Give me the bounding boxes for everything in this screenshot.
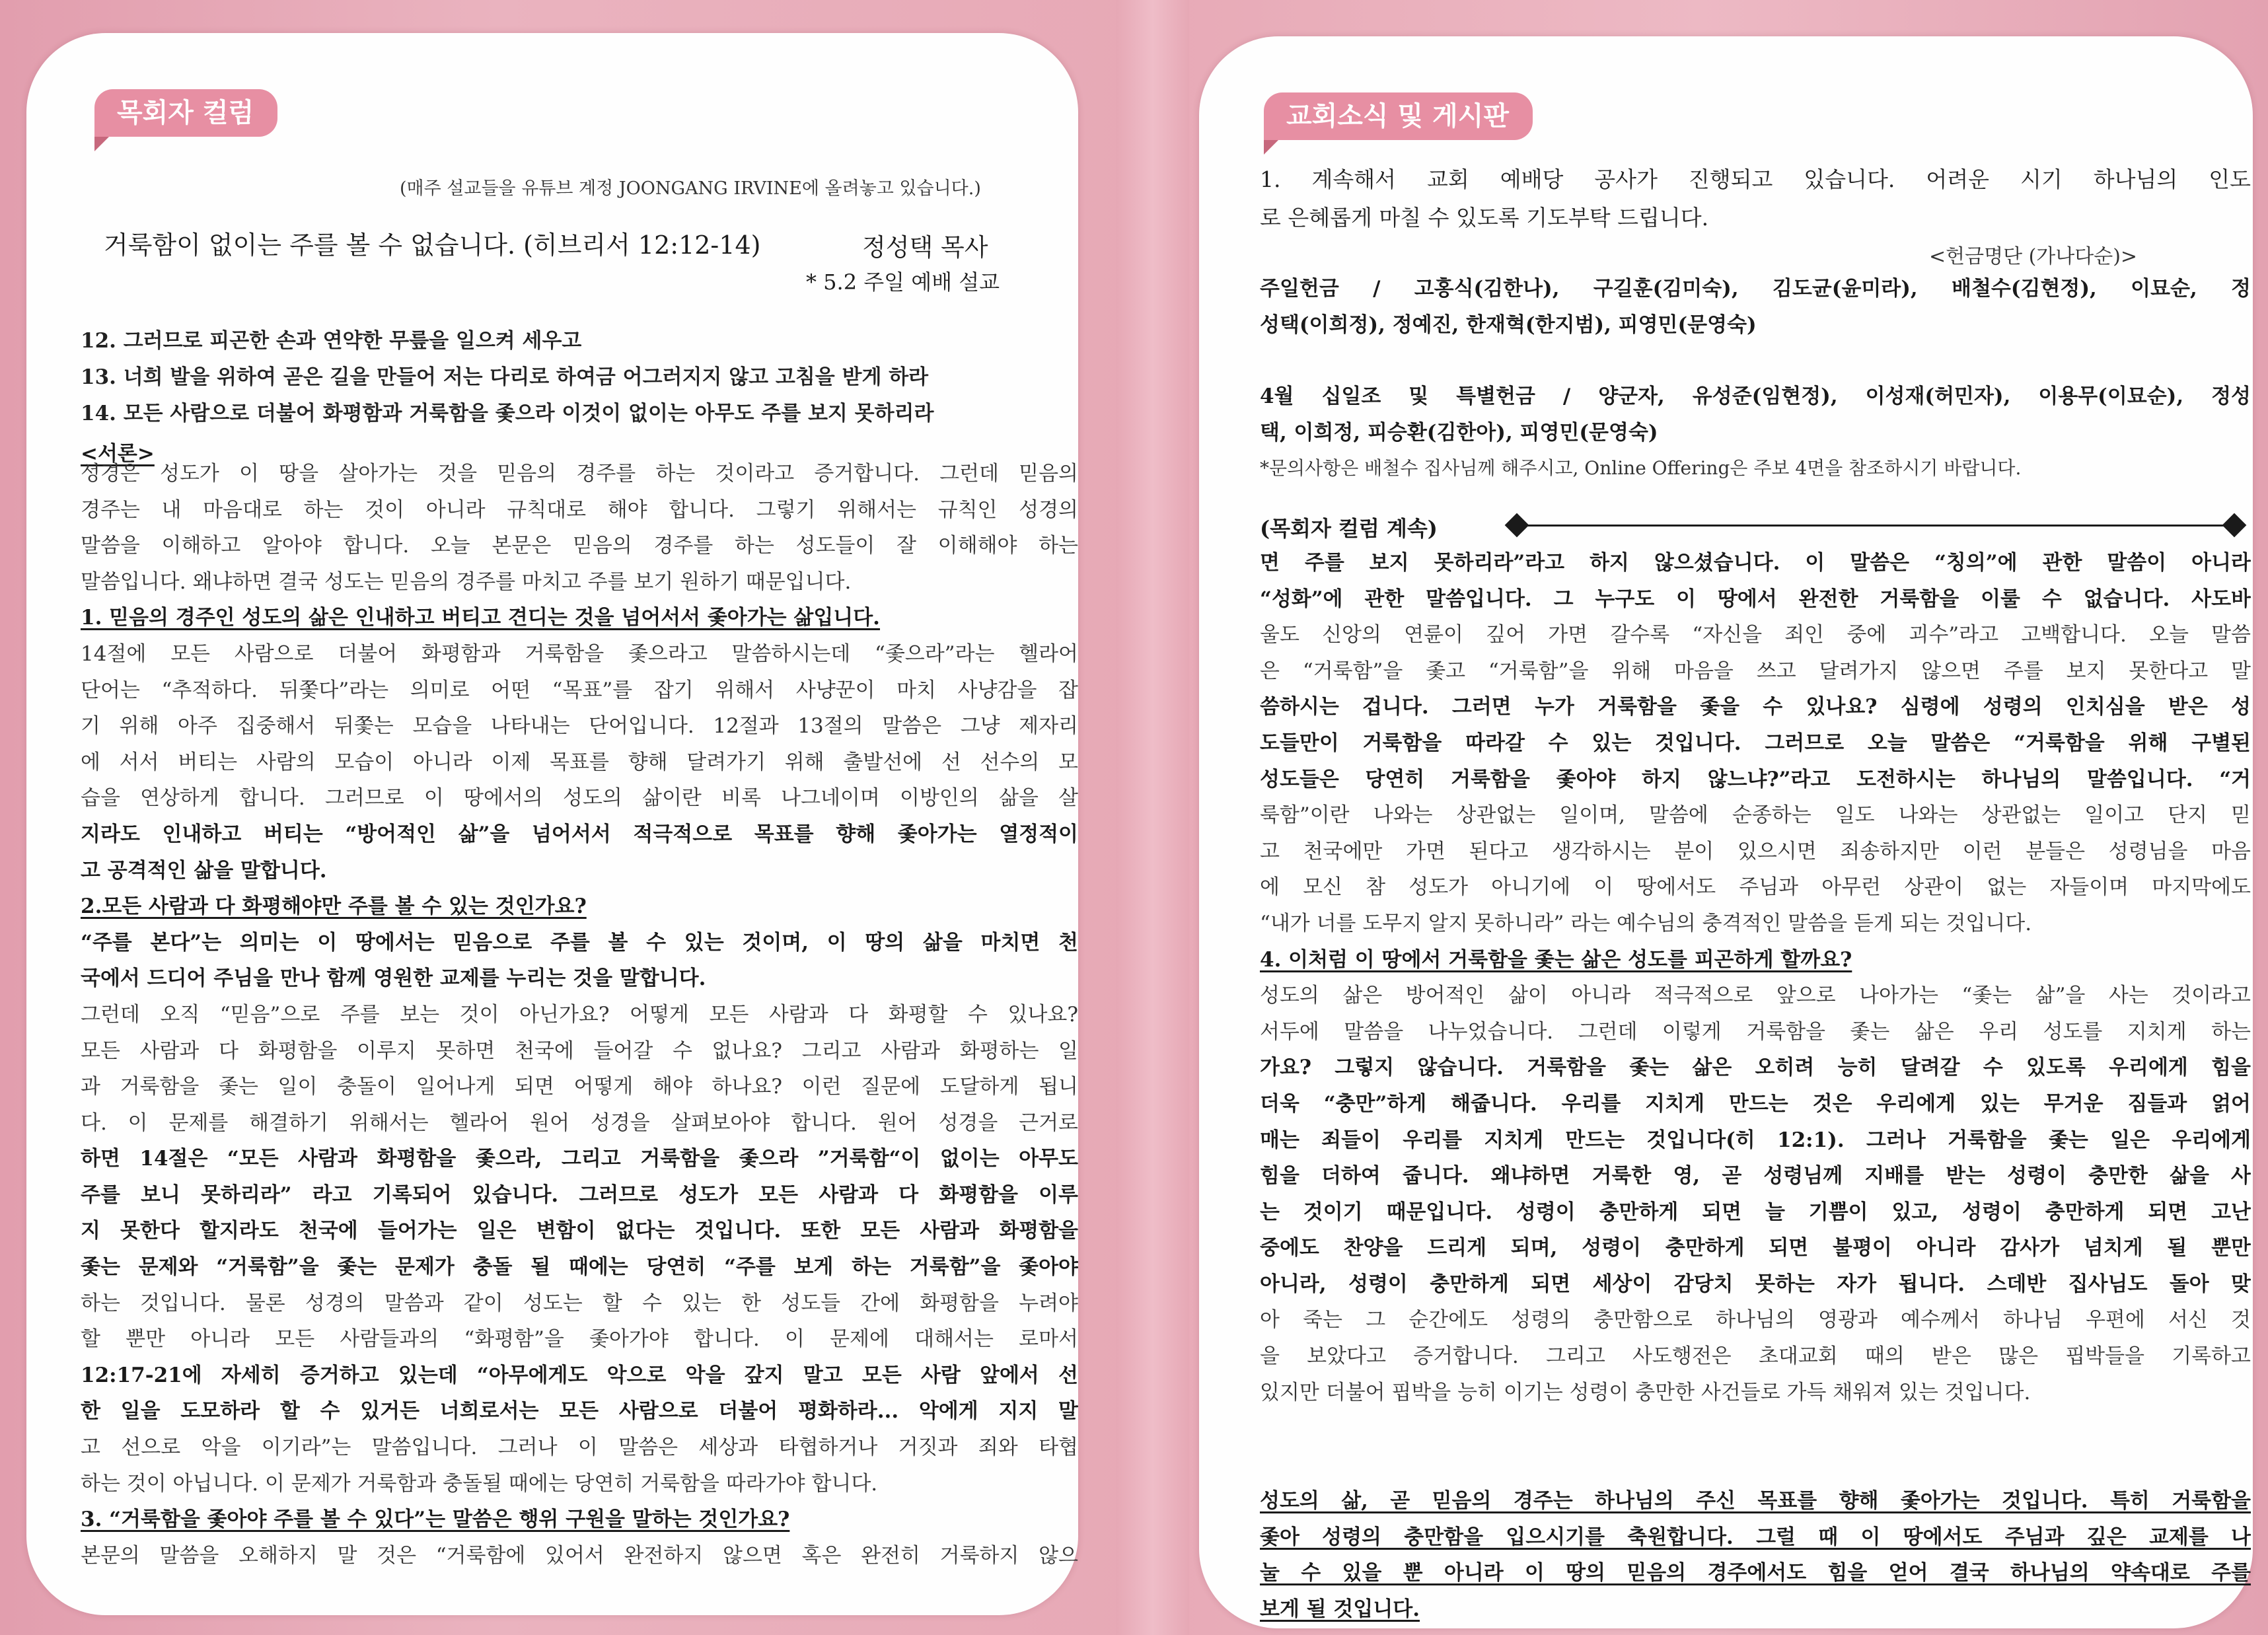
section-heading-3: 3. “거룩함을 좇아야 주를 볼 수 있다”는 말씀은 행위 구원을 말하는 것인가요? — [81, 1508, 790, 1532]
offering-list-label: <헌금명단 (가나다순)> — [1929, 245, 2138, 268]
body-line: 말씀입니다. 왜냐하면 결국 성도는 믿음의 경주를 마치고 주를 보기 원하기 때문입니다. — [81, 569, 852, 594]
section-heading-2: 2.모든 사람과 다 화평해야만 주를 볼 수 있는 것인가요? — [81, 894, 587, 919]
body-line-bold: “성화”에 관한 말씀입니다. 그 누구도 이 땅에서 완전한 거룩함을 이룰 수 없습니다. 사도바 — [1260, 587, 2251, 611]
body-line: 단어는 “추적하다. 뒤쫓다”라는 의미로 어떤 “목표”를 잡기 위해서 사냥꾼이 마치 사냥감을 잡 — [81, 678, 1078, 702]
offering-line: 택, 이희정, 피승환(김한아), 피영민(문영숙) — [1260, 420, 1658, 445]
body-line: 은 “거룩함”을 좇고 “거룩함”을 위해 마음을 쓰고 달려가지 않으면 주를 보지 못한다고 말 — [1260, 659, 2251, 683]
pastor-column-tab: 목회자 컬럼 — [94, 89, 277, 137]
body-line-bold: 면 주를 보지 못하리라”라고 하지 않으셨습니다. 이 말씀은 “칭의”에 관한 말씀이 아니라 — [1260, 551, 2251, 575]
divider-rule — [1514, 525, 2238, 527]
page-fold — [1116, 0, 1189, 1635]
body-line-bold: 지 못한다 할지라도 천국에 들어가는 일은 변함이 없다는 것입니다. 또한 모든 사람과 화평함을 — [81, 1219, 1078, 1243]
news-line: 로 은혜롭게 마칠 수 있도록 기도부탁 드립니다. — [1260, 205, 1709, 231]
body-line: 에 모신 참 성도가 아니기에 이 땅에서도 주님과 아무런 상관이 없는 자들이며 마지막에도 — [1260, 875, 2251, 900]
body-line: 기 위해 아주 집중해서 뒤쫓는 모습을 나타내는 단어입니다. 12절과 13절의 말씀은 그냥 제자리 — [81, 714, 1078, 739]
body-line: 과 거룩함을 좇는 일이 충돌이 일어나게 되면 어떻게 해야 하나요? 이런 질문에 도달하게 됩니 — [81, 1075, 1078, 1099]
intro-heading-text: <서론> — [81, 442, 155, 466]
sermon-date: * 5.2 주일 예배 설교 — [806, 270, 1000, 295]
body-line: 서두에 말씀을 나누었습니다. 그런데 이렇게 거룩함을 좇는 삶은 우리 성도를 지치게 하는 — [1260, 1019, 2251, 1044]
body-line: 다. 이 문제를 해결하기 위해서는 헬라어 원어 성경을 살펴보아야 합니다. 원어 성경을 근거로 — [81, 1110, 1078, 1135]
body-line-bold: 하면 14절은 “모든 사람과 화평함을 좇으라, 그리고 거룩함을 좇으라 ”거룩함“이 없이는 아무도 — [81, 1147, 1078, 1171]
offering-contact-note: *문의사항은 배철수 집사님께 해주시고, Online Offering은 주보 4면을 참조하시기 바랍니다. — [1260, 457, 2022, 479]
closing-line: 좇아 성령의 충만함을 입으시기를 축원합니다. 그럴 때 이 땅에서도 주님과 깊은 교제를 나 — [1260, 1525, 2251, 1549]
tithe-offering — [1260, 379, 2251, 451]
youtube-note: (매주 설교들을 유튜브 계정 JOONGANG IRVINE에 올려놓고 있습니다.) — [400, 178, 981, 199]
section-heading-1: 1. 믿음의 경주인 성도의 삶은 인내하고 버티고 견디는 것을 넘어서서 좇아가는 삶입니다. — [81, 606, 880, 630]
sermon-title: 거룩함이 없이는 주를 볼 수 없습니다. (히브리서 12:12-14) — [104, 231, 761, 260]
closing-line: 보게 될 것입니다. — [1260, 1597, 1420, 1621]
body-line-bold: 지라도 인내하고 버티는 “방어적인 삶”을 넘어서서 적극적으로 목표를 향해 좇아가는 열정적이 — [81, 822, 1078, 846]
body-line: 하는 것이 아닙니다. 이 문제가 거룩함과 충돌될 때에는 당연히 거룩함을 따라가야 합니다. — [81, 1471, 878, 1496]
construction-notice — [1260, 161, 2251, 237]
body-line: 성도의 삶은 방어적인 삶이 아니라 적극적으로 앞으로 나아가는 “좇는 삶”을 사는 것이라고 — [1260, 984, 2251, 1008]
right-page — [1199, 36, 2253, 1628]
verse-14: 14. 모든 사람으로 더불어 화평함과 거룩함을 좇으라 이것이 없이는 아무도 주를 보지 못하리라 — [81, 402, 934, 425]
diamond-right-icon — [2222, 513, 2247, 538]
body-line-bold: 씀하시는 겁니다. 그러면 누가 거룩함을 좇을 수 있나요? 심령에 성령의 인치심을 받은 성 — [1260, 695, 2251, 719]
body-line-bold: 주를 보니 못하리라” 라고 기록되어 있습니다. 그러므로 성도가 모든 사람과 다 화평함을 이루 — [81, 1182, 1078, 1207]
body-line: 그런데 오직 “믿음”으로 주를 보는 것이 아닌가요? 어떻게 모든 사람과 다 화평할 수 있나요? — [81, 1002, 1078, 1027]
body-line-bold: 12:17-21에 자세히 증거하고 있는데 “아무에게도 악으로 악을 갚지 말고 모든 사람 앞에서 선 — [81, 1363, 1078, 1387]
news-line: 1. 계속해서 교회 예배당 공사가 진행되고 있습니다. 어려운 시기 하나님의 인도 — [1260, 166, 2251, 192]
offering-line: 주일헌금 / 고홍식(김한나), 구길훈(김미숙), 김도균(윤미라), 배철수(김현정), 이묘순, 정 — [1260, 277, 2251, 301]
body-line: 을 보았다고 증거합니다. 그리고 사도행전은 초대교회 때의 받은 많은 핍박들을 기록하고 — [1260, 1344, 2251, 1369]
sunday-offering — [1260, 271, 2251, 343]
column-continued-divider — [1260, 512, 2251, 541]
body-line: 성경은 성도가 이 땅을 살아가는 것을 믿음의 경주를 하는 것이라고 증거합니다. 그런데 믿음의 — [81, 462, 1078, 486]
body-line: 고 선으로 악을 이기라”는 말씀입니다. 그러나 이 말씀은 세상과 타협하거나 거짓과 죄와 타협 — [81, 1435, 1078, 1460]
left-column-body — [81, 456, 1078, 1574]
body-line: 울도 신앙의 연륜이 깊어 가면 갈수록 “자신을 죄인 중에 괴수”라고 고백합니다. 오늘 말씀 — [1260, 623, 2251, 647]
body-line-bold: 더욱 “충만”하게 해줍니다. 우리를 지치게 만드는 것은 우리에게 있는 무거운 짐들과 얽어 — [1260, 1091, 2251, 1116]
body-line: 하는 것입니다. 물론 성경의 말씀과 같이 성도는 할 수 있는 한 성도들 간에 화평함을 누려야 — [81, 1291, 1078, 1315]
body-line-bold: 는 것이기 때문입니다. 성령이 충만하게 되면 늘 기쁨이 있고, 성령이 충만하게 되면 고난 — [1260, 1200, 2251, 1224]
body-line: 룩함”이란 나와는 상관없는 일이며, 말씀에 순종하는 일도 나와는 상관없는 일이고 단지 믿 — [1260, 803, 2251, 828]
body-line-bold: 가요? 그렇지 않습니다. 거룩함을 좇는 삶은 오히려 능히 달려갈 수 있도록 우리에게 힘을 — [1260, 1056, 2251, 1080]
closing-line: 눌 수 있을 뿐 아니라 이 땅의 믿음의 경주에서도 힘을 얻어 결국 하나님의 약속대로 주를 — [1260, 1561, 2251, 1585]
body-line-bold: 매는 죄들이 우리를 지치게 만드는 것입니다(히 12:1). 그러나 거룩함을 좇는 일은 우리에게 — [1260, 1128, 2251, 1152]
body-line: 14절에 모든 사람으로 더불어 화평함과 거룩함을 좇으라고 말씀하시는데 “좇으라”라는 헬라어 — [81, 641, 1078, 666]
church-news-tab: 교회소식 및 게시판 — [1264, 92, 1533, 140]
body-line-bold: 중에도 찬양을 드리게 되며, 성령이 충만하게 되면 불평이 아니라 감사가 넘치게 될 뿐만 — [1260, 1236, 2251, 1260]
body-line-bold: 한 일을 도모하라 할 수 있거든 너희로서는 모든 사람으로 더불어 평화하라... 악에게 지지 말 — [81, 1399, 1078, 1424]
closing-line: 성도의 삶, 곧 믿음의 경주는 하나님의 주신 목표를 향해 좇아가는 것입니다. 특히 거룩함을 — [1260, 1489, 2251, 1513]
body-line: 본문의 말씀을 오해하지 말 것은 “거룩함에 있어서 완전하지 않으면 혹은 완전히 거룩하지 않으 — [81, 1543, 1078, 1568]
body-line-bold: 아니라, 성령이 충만하게 되면 세상이 감당치 못하는 자가 됩니다. 스데반 집사님도 돌아 맞 — [1260, 1272, 2251, 1296]
body-line-bold: 힘을 더하여 줍니다. 왜냐하면 거룩한 영, 곧 성령님께 지배를 받는 성령이 충만한 삶을 사 — [1260, 1164, 2251, 1188]
body-line: 있지만 더불어 핍박을 능히 이기는 성령이 충만한 사건들로 가득 채워져 있는 것입니다. — [1260, 1380, 2031, 1404]
right-column-body — [1260, 545, 2251, 1410]
body-line-bold: 성도들은 당연히 거룩함을 좇아야 하지 않느냐?”라고 도전하시는 하나님의 말씀입니다. “거 — [1260, 767, 2251, 791]
section-heading-4: 4. 이처럼 이 땅에서 거룩함을 좇는 삶은 성도를 피곤하게 할까요? — [1260, 947, 1852, 972]
offering-line: 성택(이희정), 정예진, 한재혁(한지범), 피영민(문영숙) — [1260, 312, 1757, 337]
body-line: 에 서서 버티는 사람의 모습이 아니라 이제 목표를 향해 달려가기 위해 출발선에 선 선수의 모 — [81, 750, 1078, 774]
body-line: 습을 연상하게 합니다. 그러므로 이 땅에서의 성도의 삶이란 비록 나그네이며 이방인의 삶을 살 — [81, 786, 1078, 811]
body-line: 할 뿐만 아니라 모든 사람들과의 “화평함”을 좇아가야 합니다. 이 문제에 대해서는 로마서 — [81, 1327, 1078, 1352]
body-line-bold: 국에서 드디어 주님을 만나 함께 영원한 교제를 누리는 것을 말합니다. — [81, 966, 706, 991]
body-line: 경주는 내 마음대로 하는 것이 아니라 규칙대로 해야 합니다. 그렇기 위해서는 규칙인 성경의 — [81, 497, 1078, 522]
body-line: 아 죽는 그 순간에도 성령의 충만함으로 하나님의 영광과 예수께서 하나님 우편에 서신 것 — [1260, 1308, 2251, 1332]
body-line: 말씀을 이해하고 알아야 합니다. 오늘 본문은 믿음의 경주를 하는 성도들이 잘 이해해야 하는 — [81, 534, 1078, 558]
body-line-bold: 고 공격적인 삶을 말합니다. — [81, 858, 327, 883]
body-line-bold: “주를 본다”는 의미는 이 땅에서는 믿음으로 주를 볼 수 있는 것이며, 이 땅의 삶을 마치면 천 — [81, 930, 1078, 955]
verse-12: 12. 그러므로 피곤한 손과 연약한 무릎을 일으켜 세우고 — [81, 329, 582, 353]
body-line: 고 천국에만 가면 된다고 생각하시는 분이 있으시면 죄송하지만 이런 분들은 성령님을 마음 — [1260, 839, 2251, 863]
pastor-name: 정성택 목사 — [862, 233, 988, 262]
body-line: 모든 사람과 다 화평함을 이루지 못하면 천국에 들어갈 수 없나요? 그리고 사람과 화평하는 일 — [81, 1038, 1078, 1063]
continued-label: (목회자 컬럼 계속) — [1260, 516, 1438, 541]
body-line-bold: 도들만이 거룩함을 따라갈 수 있는 것입니다. 그러므로 오늘 말씀은 “거룩함을 위해 구별된 — [1260, 731, 2251, 755]
left-page — [26, 33, 1078, 1615]
closing-paragraph — [1260, 1483, 2251, 1627]
body-line: “내가 너를 도무지 알지 못하니라” 라는 예수님의 충격적인 말씀을 듣게 되는 것입니다. — [1260, 911, 2032, 935]
verse-13: 13. 너희 발을 위하여 곧은 길을 만들어 저는 다리로 하여금 어그러지지 않고 고침을 받게 하라 — [81, 365, 929, 389]
offering-line: 4월 십일조 및 특별헌금 / 양군자, 유성준(임현정), 이성재(허민자), 이용무(이묘순), 정성 — [1260, 384, 2251, 408]
body-line-bold: 좇는 문제와 “거룩함”을 좇는 문제가 충돌 될 때에는 당연히 “주를 보게 하는 거룩함”을 좇아야 — [81, 1255, 1078, 1280]
